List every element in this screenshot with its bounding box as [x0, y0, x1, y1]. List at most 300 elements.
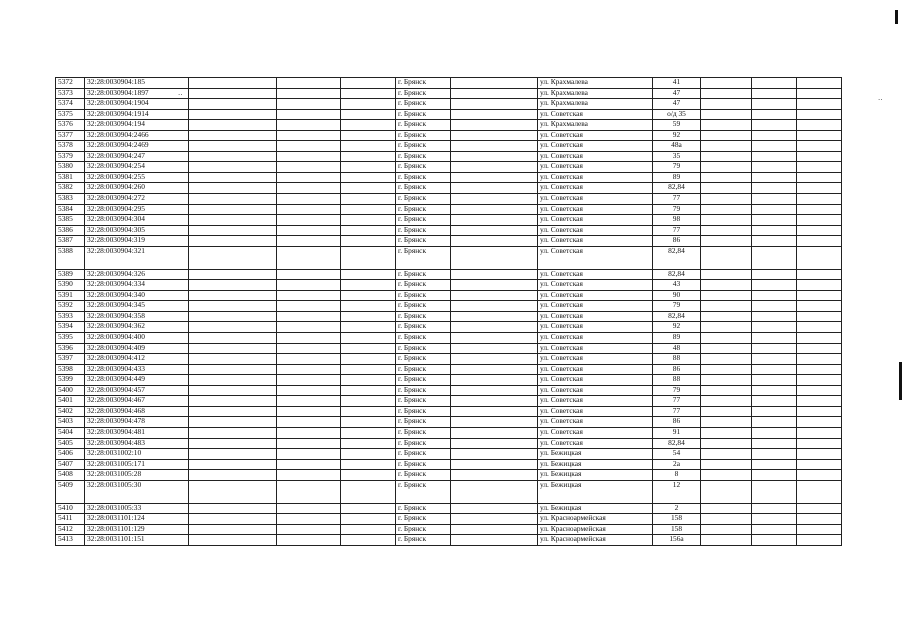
- street-cell: ул. Крахмалева: [538, 88, 653, 99]
- empty-cell: [341, 438, 396, 449]
- empty-cell: [797, 246, 842, 269]
- empty-cell: [341, 480, 396, 503]
- empty-cell: [701, 459, 752, 470]
- empty-cell: [701, 109, 752, 120]
- empty-cell: [189, 343, 277, 354]
- empty-cell: [341, 141, 396, 152]
- empty-cell: [797, 470, 842, 481]
- city-cell: г. Брянск: [396, 99, 451, 110]
- empty-cell: [701, 406, 752, 417]
- empty-cell: [341, 449, 396, 460]
- cadastral-number-cell: 32:28:0030904:255: [85, 172, 189, 183]
- city-cell: г. Брянск: [396, 311, 451, 322]
- empty-cell: [341, 333, 396, 344]
- empty-cell: [797, 449, 842, 460]
- empty-cell: [189, 120, 277, 131]
- empty-cell: [189, 172, 277, 183]
- empty-cell: [451, 141, 538, 152]
- empty-cell: [341, 524, 396, 535]
- street-cell: ул. Советская: [538, 162, 653, 173]
- table-body: [56, 78, 842, 546]
- row-number-cell: 5372: [56, 78, 85, 89]
- empty-cell: [451, 343, 538, 354]
- empty-cell: [277, 269, 341, 280]
- empty-cell: [451, 438, 538, 449]
- house-number-cell: 86: [653, 364, 701, 375]
- empty-cell: [797, 194, 842, 205]
- row-number-cell: 5400: [56, 385, 85, 396]
- empty-cell: [752, 449, 797, 460]
- city-cell: г. Брянск: [396, 459, 451, 470]
- cadastral-number-cell: 32:28:0030904:272: [85, 194, 189, 205]
- empty-cell: [189, 406, 277, 417]
- row-number-cell: 5376: [56, 120, 85, 131]
- street-cell: ул. Советская: [538, 333, 653, 344]
- empty-cell: [797, 406, 842, 417]
- empty-cell: [752, 78, 797, 89]
- house-number-cell: 35: [653, 151, 701, 162]
- empty-cell: [752, 354, 797, 365]
- city-cell: г. Брянск: [396, 109, 451, 120]
- empty-cell: [189, 194, 277, 205]
- empty-cell: [277, 236, 341, 247]
- empty-cell: [451, 449, 538, 460]
- city-cell: г. Брянск: [396, 236, 451, 247]
- empty-cell: [451, 236, 538, 247]
- empty-cell: [752, 406, 797, 417]
- address-register-table: [55, 77, 842, 546]
- empty-cell: [797, 514, 842, 525]
- empty-cell: [701, 246, 752, 269]
- city-cell: г. Брянск: [396, 406, 451, 417]
- empty-cell: [701, 385, 752, 396]
- empty-cell: [752, 215, 797, 226]
- empty-cell: [752, 364, 797, 375]
- cadastral-number-cell: 32:28:0030904:409: [85, 343, 189, 354]
- empty-cell: [341, 183, 396, 194]
- street-cell: ул. Советская: [538, 406, 653, 417]
- empty-cell: [797, 172, 842, 183]
- empty-cell: [189, 151, 277, 162]
- city-cell: г. Брянск: [396, 280, 451, 291]
- house-number-cell: 89: [653, 172, 701, 183]
- empty-cell: [752, 99, 797, 110]
- table-row: [56, 120, 842, 131]
- empty-cell: [189, 427, 277, 438]
- table-row: [56, 280, 842, 291]
- house-number-cell: 48а: [653, 141, 701, 152]
- city-cell: г. Брянск: [396, 364, 451, 375]
- empty-cell: [277, 78, 341, 89]
- city-cell: г. Брянск: [396, 204, 451, 215]
- row-number-cell: 5413: [56, 535, 85, 546]
- street-cell: ул. Советская: [538, 141, 653, 152]
- empty-cell: [701, 225, 752, 236]
- empty-cell: [752, 375, 797, 386]
- street-cell: ул. Советская: [538, 343, 653, 354]
- empty-cell: [701, 333, 752, 344]
- house-number-cell: 82,84: [653, 183, 701, 194]
- empty-cell: [451, 417, 538, 428]
- city-cell: г. Брянск: [396, 322, 451, 333]
- row-number-cell: 5407: [56, 459, 85, 470]
- empty-cell: [341, 151, 396, 162]
- city-cell: г. Брянск: [396, 375, 451, 386]
- empty-cell: [752, 503, 797, 514]
- table-row: [56, 322, 842, 333]
- table-row: [56, 311, 842, 322]
- table-row: [56, 535, 842, 546]
- city-cell: г. Брянск: [396, 514, 451, 525]
- empty-cell: [189, 162, 277, 173]
- empty-cell: [277, 120, 341, 131]
- row-number-cell: 5397: [56, 354, 85, 365]
- empty-cell: [277, 151, 341, 162]
- house-number-cell: 47: [653, 99, 701, 110]
- table-row: [56, 333, 842, 344]
- table-row: [56, 246, 842, 269]
- empty-cell: [797, 151, 842, 162]
- empty-cell: [451, 204, 538, 215]
- table-row: [56, 354, 842, 365]
- row-number-cell: 5408: [56, 470, 85, 481]
- row-number-cell: 5412: [56, 524, 85, 535]
- empty-cell: [189, 459, 277, 470]
- empty-cell: [341, 120, 396, 131]
- city-cell: г. Брянск: [396, 172, 451, 183]
- street-cell: ул. Советская: [538, 236, 653, 247]
- street-cell: ул. Советская: [538, 322, 653, 333]
- row-number-cell: 5382: [56, 183, 85, 194]
- table-row: [56, 301, 842, 312]
- street-cell: ул. Бежицкая: [538, 470, 653, 481]
- empty-cell: [701, 99, 752, 110]
- empty-cell: [341, 109, 396, 120]
- empty-cell: [189, 438, 277, 449]
- empty-cell: [752, 514, 797, 525]
- scan-speck: ..: [178, 89, 183, 97]
- empty-cell: [189, 246, 277, 269]
- house-number-cell: 90: [653, 290, 701, 301]
- empty-cell: [277, 406, 341, 417]
- cadastral-number-cell: 32:28:0030904:345: [85, 301, 189, 312]
- cadastral-number-cell: 32:28:0030904:1914: [85, 109, 189, 120]
- cadastral-number-cell: 32:28:0030904:468: [85, 406, 189, 417]
- house-number-cell: 82,84: [653, 311, 701, 322]
- street-cell: ул. Бежицкая: [538, 459, 653, 470]
- house-number-cell: 2а: [653, 459, 701, 470]
- empty-cell: [189, 78, 277, 89]
- city-cell: г. Брянск: [396, 503, 451, 514]
- house-number-cell: 79: [653, 162, 701, 173]
- table-row: [56, 172, 842, 183]
- empty-cell: [797, 364, 842, 375]
- empty-cell: [277, 427, 341, 438]
- empty-cell: [797, 311, 842, 322]
- table-row: [56, 99, 842, 110]
- city-cell: г. Брянск: [396, 162, 451, 173]
- empty-cell: [189, 269, 277, 280]
- empty-cell: [189, 385, 277, 396]
- house-number-cell: 59: [653, 120, 701, 131]
- empty-cell: [277, 322, 341, 333]
- empty-cell: [189, 311, 277, 322]
- table-row: [56, 375, 842, 386]
- table-row: [56, 514, 842, 525]
- empty-cell: [277, 503, 341, 514]
- table-row: [56, 225, 842, 236]
- city-cell: г. Брянск: [396, 333, 451, 344]
- empty-cell: [451, 183, 538, 194]
- empty-cell: [189, 535, 277, 546]
- empty-cell: [701, 162, 752, 173]
- empty-cell: [701, 438, 752, 449]
- street-cell: ул. Советская: [538, 204, 653, 215]
- empty-cell: [797, 162, 842, 173]
- scan-edge-mark-top: [895, 10, 898, 24]
- street-cell: ул. Советская: [538, 109, 653, 120]
- empty-cell: [277, 290, 341, 301]
- empty-cell: [701, 396, 752, 407]
- cadastral-number-cell: 32:28:0030904:305: [85, 225, 189, 236]
- city-cell: г. Брянск: [396, 215, 451, 226]
- empty-cell: [701, 204, 752, 215]
- empty-cell: [189, 470, 277, 481]
- row-number-cell: 5381: [56, 172, 85, 183]
- empty-cell: [752, 343, 797, 354]
- empty-cell: [341, 204, 396, 215]
- empty-cell: [341, 99, 396, 110]
- empty-cell: [277, 417, 341, 428]
- city-cell: г. Брянск: [396, 535, 451, 546]
- house-number-cell: 158: [653, 524, 701, 535]
- cadastral-number-cell: 32:28:0030904:483: [85, 438, 189, 449]
- city-cell: г. Брянск: [396, 438, 451, 449]
- empty-cell: [701, 151, 752, 162]
- street-cell: ул. Красноармейская: [538, 535, 653, 546]
- empty-cell: [797, 375, 842, 386]
- house-number-cell: 91: [653, 427, 701, 438]
- street-cell: ул. Советская: [538, 364, 653, 375]
- house-number-cell: 54: [653, 449, 701, 460]
- empty-cell: [189, 514, 277, 525]
- row-number-cell: 5385: [56, 215, 85, 226]
- empty-cell: [797, 354, 842, 365]
- city-cell: г. Брянск: [396, 470, 451, 481]
- empty-cell: [277, 364, 341, 375]
- empty-cell: [189, 99, 277, 110]
- empty-cell: [189, 204, 277, 215]
- street-cell: ул. Красноармейская: [538, 524, 653, 535]
- empty-cell: [341, 162, 396, 173]
- house-number-cell: 82,84: [653, 269, 701, 280]
- city-cell: г. Брянск: [396, 269, 451, 280]
- cadastral-number-cell: 32:28:0030904:326: [85, 269, 189, 280]
- city-cell: г. Брянск: [396, 480, 451, 503]
- row-number-cell: 5387: [56, 236, 85, 247]
- cadastral-number-cell: 32:28:0030904:1904: [85, 99, 189, 110]
- house-number-cell: 79: [653, 204, 701, 215]
- house-number-cell: 89: [653, 333, 701, 344]
- empty-cell: [341, 172, 396, 183]
- empty-cell: [752, 120, 797, 131]
- street-cell: ул. Крахмалева: [538, 120, 653, 131]
- empty-cell: [341, 88, 396, 99]
- empty-cell: [797, 385, 842, 396]
- cadastral-number-cell: 32:28:0030904:449: [85, 375, 189, 386]
- cadastral-number-cell: 32:28:0031101:124: [85, 514, 189, 525]
- city-cell: г. Брянск: [396, 290, 451, 301]
- row-number-cell: 5402: [56, 406, 85, 417]
- empty-cell: [451, 120, 538, 131]
- empty-cell: [277, 141, 341, 152]
- empty-cell: [451, 470, 538, 481]
- empty-cell: [451, 427, 538, 438]
- empty-cell: [797, 78, 842, 89]
- empty-cell: [341, 354, 396, 365]
- empty-cell: [341, 406, 396, 417]
- street-cell: ул. Бежицкая: [538, 503, 653, 514]
- empty-cell: [451, 385, 538, 396]
- empty-cell: [451, 503, 538, 514]
- empty-cell: [341, 301, 396, 312]
- table-row: [56, 78, 842, 89]
- table-row: [56, 151, 842, 162]
- empty-cell: [701, 236, 752, 247]
- empty-cell: [752, 396, 797, 407]
- empty-cell: [189, 364, 277, 375]
- empty-cell: [752, 524, 797, 535]
- empty-cell: [277, 162, 341, 173]
- empty-cell: [341, 470, 396, 481]
- street-cell: ул. Советская: [538, 290, 653, 301]
- house-number-cell: 156а: [653, 535, 701, 546]
- row-number-cell: 5374: [56, 99, 85, 110]
- empty-cell: [341, 417, 396, 428]
- house-number-cell: 79: [653, 385, 701, 396]
- cadastral-number-cell: 32:28:0030904:304: [85, 215, 189, 226]
- row-number-cell: 5405: [56, 438, 85, 449]
- empty-cell: [701, 215, 752, 226]
- empty-cell: [752, 269, 797, 280]
- empty-cell: [752, 301, 797, 312]
- empty-cell: [189, 290, 277, 301]
- empty-cell: [277, 470, 341, 481]
- house-number-cell: 2: [653, 503, 701, 514]
- cadastral-number-cell: 32:28:0030904:2466: [85, 130, 189, 141]
- empty-cell: [797, 236, 842, 247]
- cadastral-number-cell: 32:28:0030904:247: [85, 151, 189, 162]
- cadastral-number-cell: 32:28:0030904:358: [85, 311, 189, 322]
- cadastral-number-cell: 32:28:0030904:321: [85, 246, 189, 269]
- house-number-cell: 82,84: [653, 246, 701, 269]
- empty-cell: [451, 194, 538, 205]
- empty-cell: [797, 215, 842, 226]
- empty-cell: [701, 280, 752, 291]
- city-cell: г. Брянск: [396, 354, 451, 365]
- empty-cell: [797, 333, 842, 344]
- empty-cell: [277, 183, 341, 194]
- empty-cell: [701, 480, 752, 503]
- street-cell: ул. Советская: [538, 246, 653, 269]
- row-number-cell: 5391: [56, 290, 85, 301]
- row-number-cell: 5396: [56, 343, 85, 354]
- house-number-cell: 98: [653, 215, 701, 226]
- table-row: [56, 385, 842, 396]
- empty-cell: [752, 280, 797, 291]
- empty-cell: [451, 524, 538, 535]
- row-number-cell: 5386: [56, 225, 85, 236]
- house-number-cell: 47: [653, 88, 701, 99]
- empty-cell: [701, 514, 752, 525]
- cadastral-number-cell: 32:28:0030904:340: [85, 290, 189, 301]
- house-number-cell: 8: [653, 470, 701, 481]
- city-cell: г. Брянск: [396, 427, 451, 438]
- empty-cell: [277, 311, 341, 322]
- empty-cell: [752, 151, 797, 162]
- empty-cell: [277, 354, 341, 365]
- empty-cell: [277, 215, 341, 226]
- empty-cell: [752, 183, 797, 194]
- empty-cell: [701, 88, 752, 99]
- empty-cell: [341, 396, 396, 407]
- empty-cell: [341, 364, 396, 375]
- row-number-cell: 5383: [56, 194, 85, 205]
- street-cell: ул. Советская: [538, 215, 653, 226]
- empty-cell: [451, 109, 538, 120]
- empty-cell: [341, 459, 396, 470]
- empty-cell: [451, 375, 538, 386]
- empty-cell: [701, 120, 752, 131]
- cadastral-number-cell: 32:28:0030904:185: [85, 78, 189, 89]
- empty-cell: [341, 503, 396, 514]
- empty-cell: [752, 480, 797, 503]
- city-cell: г. Брянск: [396, 301, 451, 312]
- empty-cell: [451, 396, 538, 407]
- city-cell: г. Брянск: [396, 385, 451, 396]
- street-cell: ул. Советская: [538, 225, 653, 236]
- city-cell: г. Брянск: [396, 449, 451, 460]
- empty-cell: [189, 375, 277, 386]
- scan-edge-mark-right: [899, 362, 902, 400]
- table-row: [56, 396, 842, 407]
- empty-cell: [341, 130, 396, 141]
- cadastral-number-cell: 32:28:0030904:400: [85, 333, 189, 344]
- empty-cell: [277, 375, 341, 386]
- street-cell: ул. Советская: [538, 280, 653, 291]
- empty-cell: [451, 480, 538, 503]
- empty-cell: [752, 417, 797, 428]
- empty-cell: [277, 301, 341, 312]
- table-row: [56, 449, 842, 460]
- empty-cell: [752, 162, 797, 173]
- empty-cell: [341, 375, 396, 386]
- table-row: [56, 459, 842, 470]
- row-number-cell: 5375: [56, 109, 85, 120]
- street-cell: ул. Советская: [538, 269, 653, 280]
- empty-cell: [797, 535, 842, 546]
- empty-cell: [341, 311, 396, 322]
- empty-cell: [797, 109, 842, 120]
- empty-cell: [701, 375, 752, 386]
- empty-cell: [797, 524, 842, 535]
- row-number-cell: 5406: [56, 449, 85, 460]
- row-number-cell: 5404: [56, 427, 85, 438]
- empty-cell: [451, 215, 538, 226]
- street-cell: ул. Советская: [538, 396, 653, 407]
- table-row: [56, 417, 842, 428]
- empty-cell: [451, 322, 538, 333]
